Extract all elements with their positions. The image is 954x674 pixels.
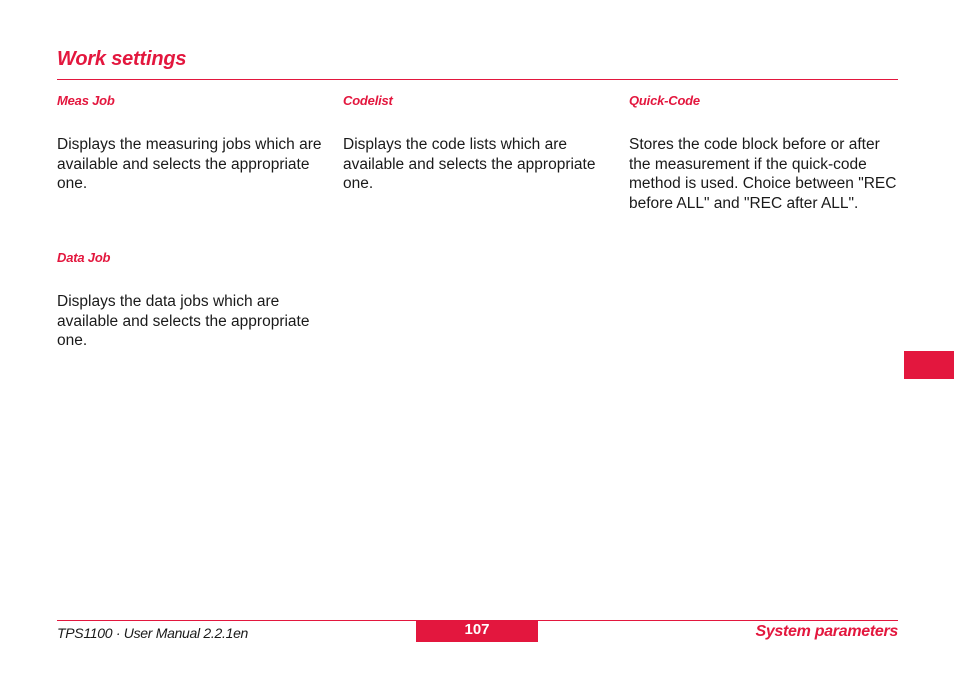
section-description: Displays the data jobs which are available and selects the appropriate one. xyxy=(57,293,310,349)
section-heading: Meas Job xyxy=(57,93,115,108)
section-codelist xyxy=(343,93,611,194)
section-data-job xyxy=(57,250,325,351)
section-description: Displays the code lists which are available and selects the appropriate one. xyxy=(343,136,596,192)
section-quick-code xyxy=(629,93,897,213)
manual-reference: TPS1100 · User Manual 2.2.1en xyxy=(57,625,249,641)
header-divider xyxy=(57,79,898,80)
section-heading: Quick-Code xyxy=(629,93,700,108)
section-heading: Codelist xyxy=(343,93,393,108)
chapter-tab-marker xyxy=(904,351,954,379)
page-number: 107 xyxy=(416,621,538,642)
section-description: Stores the code block before or after the measurement if the quick-code method is used. Choice between "REC before ALL" and "REC after ALL". xyxy=(629,136,897,212)
section-meas-job xyxy=(57,93,325,194)
section-heading: Data Job xyxy=(57,250,111,265)
section-description: Displays the measuring jobs which are available and selects the appropriate one. xyxy=(57,136,322,192)
page-title: Work settings xyxy=(57,48,187,70)
chapter-title: System parameters xyxy=(755,623,898,640)
